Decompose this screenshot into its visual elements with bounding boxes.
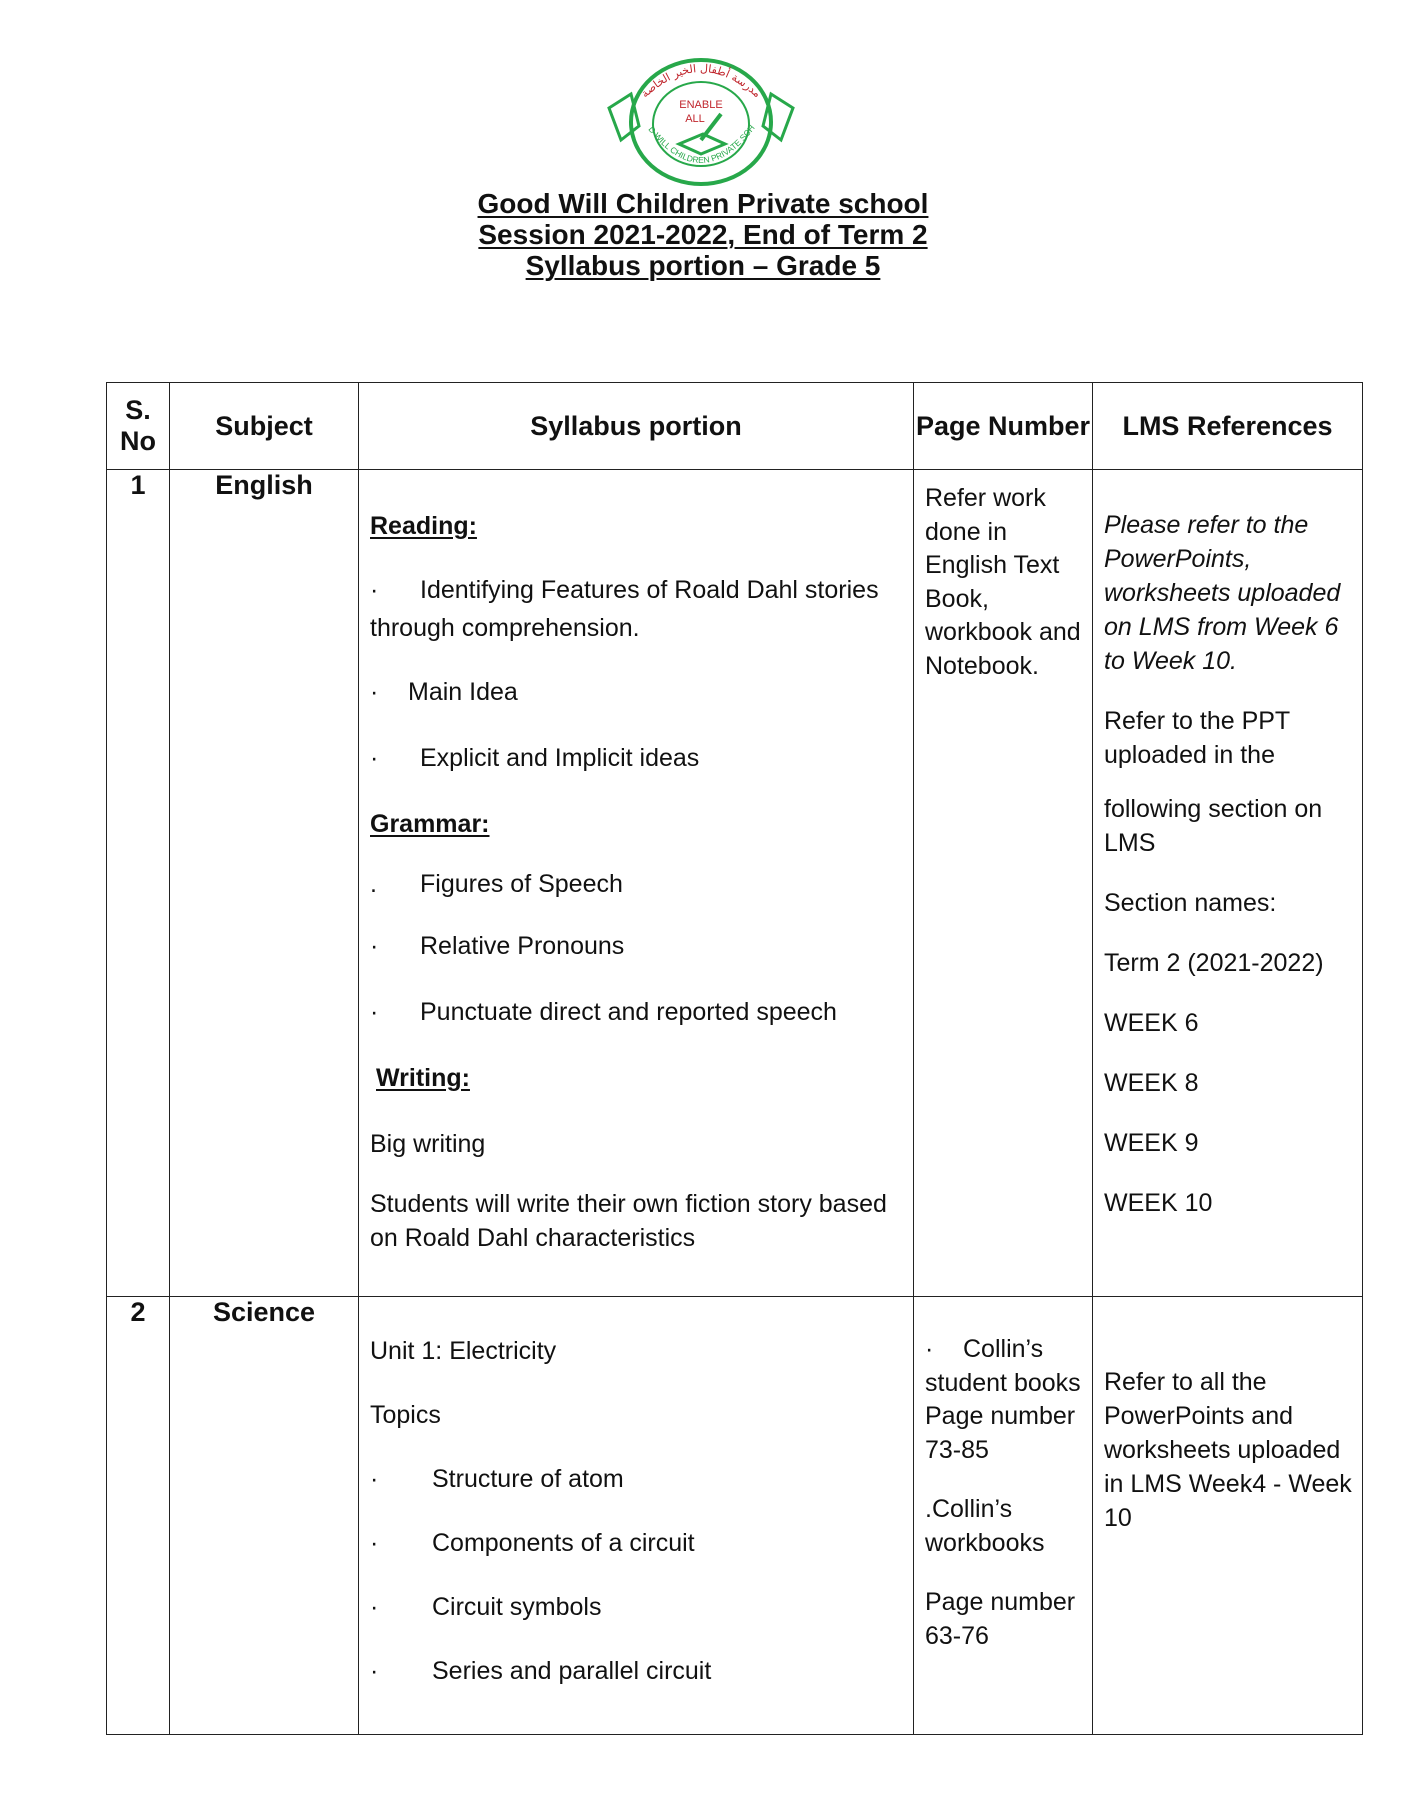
lms-note: Please refer to the PowerPoints, worksheets uploaded on LMS from Week 6 to Week 10. <box>1104 511 1341 675</box>
list-item: Students will write their own fiction story based on Roald Dahl characteristics <box>370 1190 887 1252</box>
list-item: · Punctuate direct and reported speech <box>370 998 837 1026</box>
document-title <box>0 188 1406 281</box>
row-subject: Science <box>170 1297 359 1735</box>
writing-heading: Writing: <box>376 1064 470 1092</box>
page-number-text: Page number 63-76 <box>925 1588 1076 1650</box>
table-row <box>107 1297 1363 1735</box>
list-item: · Structure of atom <box>370 1465 624 1493</box>
row-lms <box>1093 1297 1363 1735</box>
list-item: · Explicit and Implicit ideas <box>370 744 700 772</box>
lms-line: Term 2 (2021-2022) <box>1104 949 1324 977</box>
list-item: · Circuit symbols <box>370 1593 602 1621</box>
lms-line: Refer to all the PowerPoints and worksheets uploaded in LMS Week4 - Week 10 <box>1104 1368 1352 1532</box>
row-lms <box>1093 470 1363 1297</box>
page-number-text: .Collin’s workbooks <box>925 1495 1045 1557</box>
syllabus-table <box>106 382 1363 1735</box>
logo-arabic-text: مدرسة أطفال الخير الخاصة <box>638 61 764 101</box>
row-page-number <box>914 470 1093 1297</box>
logo-ring-text: D WILL CHILDREN PRIVATE SCH <box>646 122 757 166</box>
row-page-number <box>914 1297 1093 1735</box>
lms-line: Section names: <box>1104 889 1277 917</box>
list-item: . Figures of Speech <box>370 870 623 898</box>
row-syllabus <box>359 1297 914 1735</box>
lms-line: following section on LMS <box>1104 795 1323 857</box>
school-logo <box>603 48 799 196</box>
syllabus-portion-title: Syllabus portion – Grade 5 <box>525 250 881 281</box>
header-lms: LMS References <box>1093 383 1363 470</box>
header-subject: Subject <box>170 383 359 470</box>
lms-week: WEEK 10 <box>1104 1189 1213 1217</box>
row-subject: English <box>170 470 359 1297</box>
table-header-row <box>107 383 1363 470</box>
page-number-text: · Collin’s student books Page number 73-85 <box>925 1335 1081 1464</box>
lms-line: Refer to the PPT uploaded in the <box>1104 707 1290 769</box>
lms-week: WEEK 8 <box>1104 1069 1199 1097</box>
page-number-text: Refer work done in English Text Book, workbook and Notebook. <box>925 484 1081 680</box>
row-syllabus <box>359 470 914 1297</box>
svg-text:ALL: ALL <box>685 113 705 125</box>
lms-week: WEEK 9 <box>1104 1129 1199 1157</box>
row-sno: 2 <box>107 1297 170 1735</box>
school-name: Good Will Children Private school <box>477 188 929 219</box>
topics-label: Topics <box>370 1401 441 1429</box>
unit-title: Unit 1: Electricity <box>370 1337 557 1365</box>
reading-heading: Reading: <box>370 512 477 540</box>
header-syllabus: Syllabus portion <box>359 383 914 470</box>
list-item: · Relative Pronouns <box>370 932 625 960</box>
row-sno: 1 <box>107 470 170 1297</box>
header-sno: S. No <box>107 383 170 470</box>
session-line: Session 2021-2022, End of Term 2 <box>478 219 928 250</box>
list-item: · Components of a circuit <box>370 1529 695 1557</box>
header-page-number: Page Number <box>914 383 1093 470</box>
table-row <box>107 470 1363 1297</box>
list-item: · Identifying Features of Roald Dahl stories through comprehension. <box>370 576 879 642</box>
lms-week: WEEK 6 <box>1104 1009 1199 1037</box>
list-item: · Main Idea <box>370 678 518 706</box>
list-item: Big writing <box>370 1130 486 1158</box>
list-item: · Series and parallel circuit <box>370 1657 712 1685</box>
grammar-heading: Grammar: <box>370 810 490 838</box>
svg-text:ENABLE: ENABLE <box>679 99 723 111</box>
